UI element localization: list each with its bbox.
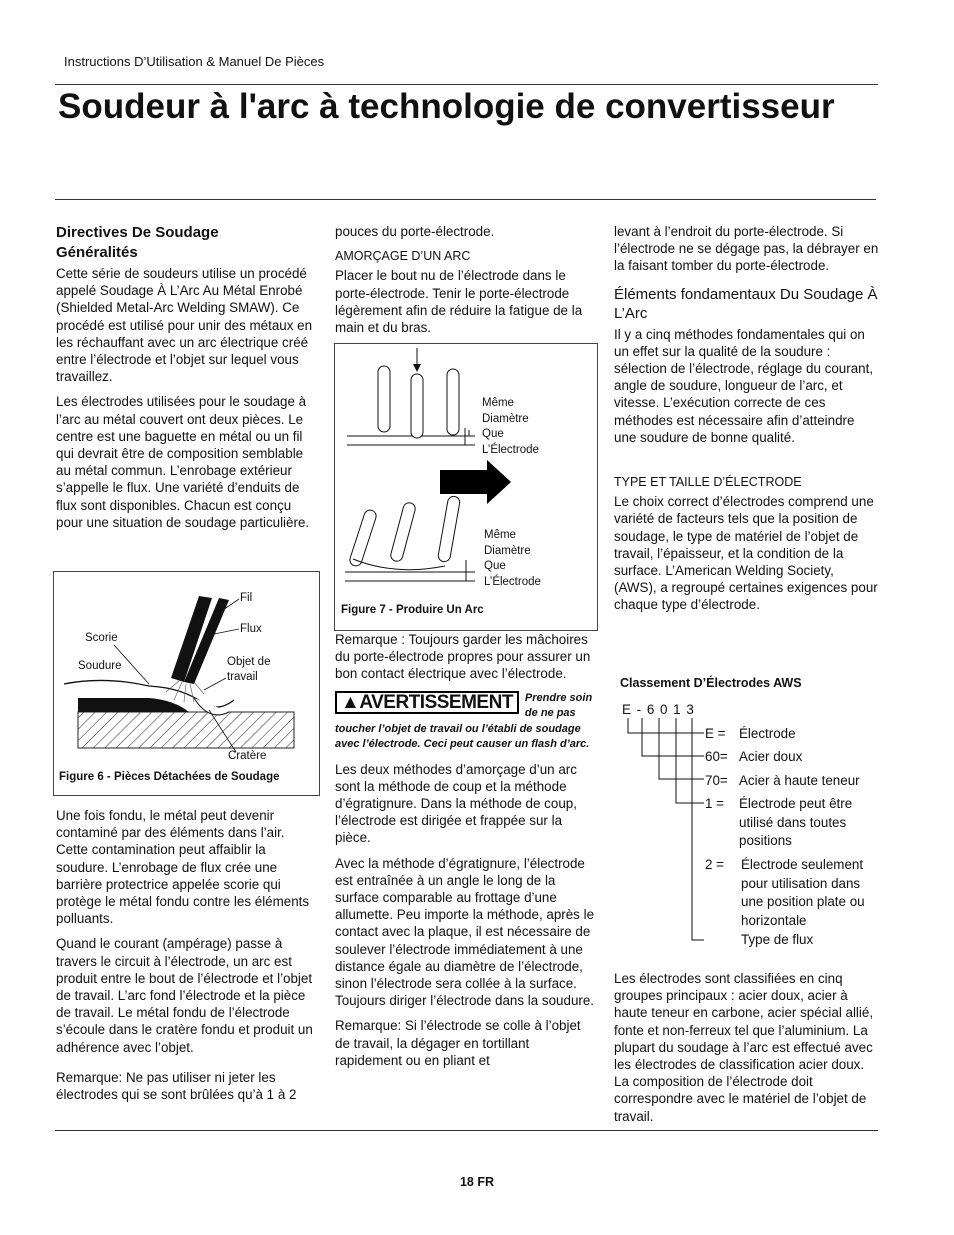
weld-bead <box>78 698 189 712</box>
paragraph: Il y a cinq méthodes fondamentales qui on un effet sur la qualité de la soudure : sélection de l’électrode, réglage du courant, angle de soudure, longueur de l’arc, et vitesse. L’exécution correcte de ces méthodes est nécessaire afin d’atteindre une soudure de bonne qualité. <box>614 326 874 445</box>
paragraph: Les électrodes sont classifiées en cinq groupes principaux : acier doux, acier à haute teneur en carbone, acier spécial allié, fonte et non-ferreux tel que l’aluminium. La plupart du soudage à l’arc est effectué avec les électrodes de classification acier doux. La composition de l’électrode doit correspondre avec le matériel de l’objet de travail. <box>614 971 874 1124</box>
figure-caption: Figure 7 - Produire Un Arc <box>341 604 484 616</box>
document-header: Instructions D’Utilisation & Manuel De Pièces <box>64 54 325 69</box>
paragraph: Les électrodes utilisées pour le soudage à l’arc au métal couvert ont deux pièces. Le centre est une baguette en métal ou un fil qui devrait être de composition semblable au métal commun. L’enrobage extérieur s’appelle le flux. Une variété d’enduits de flux sont disponibles. Chacun est conçu pour une situation de soudage particulière. <box>56 394 310 530</box>
paragraph: Remarque : Toujours garder les mâchoires du porte-électrode propres pour assurer un bon contact électrique avec l’électrode. <box>335 632 591 682</box>
paragraph: Remarque: Si l’électrode se colle à l’objet de travail, la dégager en tortillant rapidement ou en pliant et <box>335 1018 581 1068</box>
paragraph: Quand le courant (ampérage) passe à travers le circuit à l’électrode, un arc est produit entre le bout de l’électrode et l’objet de travail. L’arc fond l’électrode et la pièce de travail. Le métal fondu de l’électrode s’écoule dans le cratère fondu et produit un adhérence avec l’objet. <box>56 936 313 1055</box>
label-diameter-bottom: Même Diamètre Que L’Électrode <box>484 529 541 588</box>
aws-code: E - 6 0 1 3 <box>622 702 695 717</box>
paragraph: Une fois fondu, le métal peut devenir contaminé par des éléments dans l’air. Cette contamination peut affaiblir la soudure. L’enrobage de flux crée une barrière protectrice appelée scorie qui protège le métal fondu contre les éléments polluants. <box>56 808 310 927</box>
page-number: 18 FR <box>459 1175 495 1189</box>
label-objet: Objet de travail <box>227 656 271 683</box>
aws-row: 2 = Électrode seulement pour utilisation dans une position plate ou horizontale <box>705 857 865 928</box>
label-diameter-top: Même Diamètre Que L’Électrode <box>482 397 539 456</box>
figure-6 <box>53 571 320 796</box>
aws-row: Type de flux <box>741 932 814 947</box>
subsection-heading: TYPE ET TAILLE D’ÉLECTRODE <box>614 475 802 490</box>
paragraph: Remarque: Ne pas utiliser ni jeter les électrodes qui se sont brûlées qu’à 1 à 2 <box>56 1069 297 1103</box>
electrode <box>378 366 390 432</box>
warning-block <box>335 691 597 753</box>
label-fil: Fil <box>240 592 253 604</box>
figure-caption: Figure 6 - Pièces Détachées de Soudage <box>59 771 280 783</box>
warning-icon: ▲ <box>341 691 360 713</box>
section-heading: AMORÇAGE D’UN ARC <box>335 249 471 264</box>
label-soudure: Soudure <box>78 660 122 672</box>
paragraph: pouces du porte-électrode. <box>335 224 495 239</box>
electrode <box>437 495 460 562</box>
electrode <box>348 509 377 568</box>
aws-row: 70= Acier à haute teneur <box>705 773 860 788</box>
footer-divider <box>55 1130 878 1131</box>
label-cratere: Cratère <box>228 750 267 762</box>
paragraph: levant à l’endroit du porte-électrode. Si l’électrode ne se dégage pas, la débrayer en la faisant tomber du porte-électrode. <box>614 224 879 274</box>
aws-row: E = Électrode <box>705 726 796 741</box>
base-metal <box>78 712 294 748</box>
warning-text: Prendre soin de ne pas toucher l’objet de travail ou l’établi de soudage avec l’électrode. Ceci peut causer un flash d’arc. <box>335 691 593 751</box>
paragraph: Avec la méthode d’égratignure, l’électrode est entraînée à un angle le long de la surface comparable au frottage d’une allumette. Peu importe la méthode, après le contact avec la plaque, il est nécessaire de soulever l’électrode immédiatement à une distance égale au diamètre de l’électrode, sinon l’électrode sera collée à la surface. Toujours diriger l’électrode dans la soudure. <box>335 855 595 1009</box>
section-heading: Éléments fondamentaux Du Soudage À L’Arc <box>614 285 878 322</box>
aws-row: 60= Acier doux <box>705 749 803 764</box>
warning-label: ▲AVERTISSEMENT <box>335 691 519 714</box>
electrode <box>389 501 416 562</box>
paragraph: Placer le bout nu de l’électrode dans le porte-électrode. Tenir le porte-électrode légèrement afin de réduire la fatigue de la main et du bras. <box>335 268 583 336</box>
paragraph: Le choix correct d’électrodes comprend une variété de facteurs tels que la position de soudage, le type de matériel de l’objet de travail, l’épaisseur, et la condition de la surface. L’American Welding Society, (AWS), a regroupé certaines exigences pour chaque type d’électrode. <box>614 494 878 613</box>
section-heading: Directives De Soudage <box>56 224 219 241</box>
page-title: Soudeur à l'arc à technologie de convertisseur <box>58 87 835 126</box>
label-flux: Flux <box>240 623 262 635</box>
arc-sparks <box>166 680 204 702</box>
subheading: Généralités <box>56 244 138 261</box>
paragraph: Cette série de soudeurs utilise un procédé appelé Soudage À L’Arc Au Métal Enrobé (Shielded Metal-Arc Welding SMAW). Ce procédé est utilisé pour unir des métaux en les réchauffant avec un arc électrique créé entre l’électrode et l’objet sur lequel vous travaillez. <box>56 266 313 385</box>
column-3 <box>614 223 880 622</box>
aws-title: Classement D’Électrodes AWS <box>620 676 802 690</box>
arc-diagram <box>335 344 597 630</box>
paragraph: Les deux méthodes d’amorçage d’un arc sont la méthode de coup et la méthode d’égratignure. Dans la méthode de coup, l’électrode est dirigée et frappée sur la pièce. <box>335 761 577 846</box>
column-2 <box>335 223 597 344</box>
title-divider <box>55 199 876 200</box>
column-3-continued <box>614 970 880 1133</box>
column-2-continued <box>335 631 597 1077</box>
figure-7 <box>334 343 598 631</box>
aws-row: 1 = Électrode peut être utilisé dans toutes positions <box>705 796 853 848</box>
column-1-continued <box>56 807 318 1111</box>
column-1 <box>56 223 318 539</box>
label-scorie: Scorie <box>85 632 118 644</box>
electrode <box>447 369 459 435</box>
electrode <box>411 374 423 438</box>
